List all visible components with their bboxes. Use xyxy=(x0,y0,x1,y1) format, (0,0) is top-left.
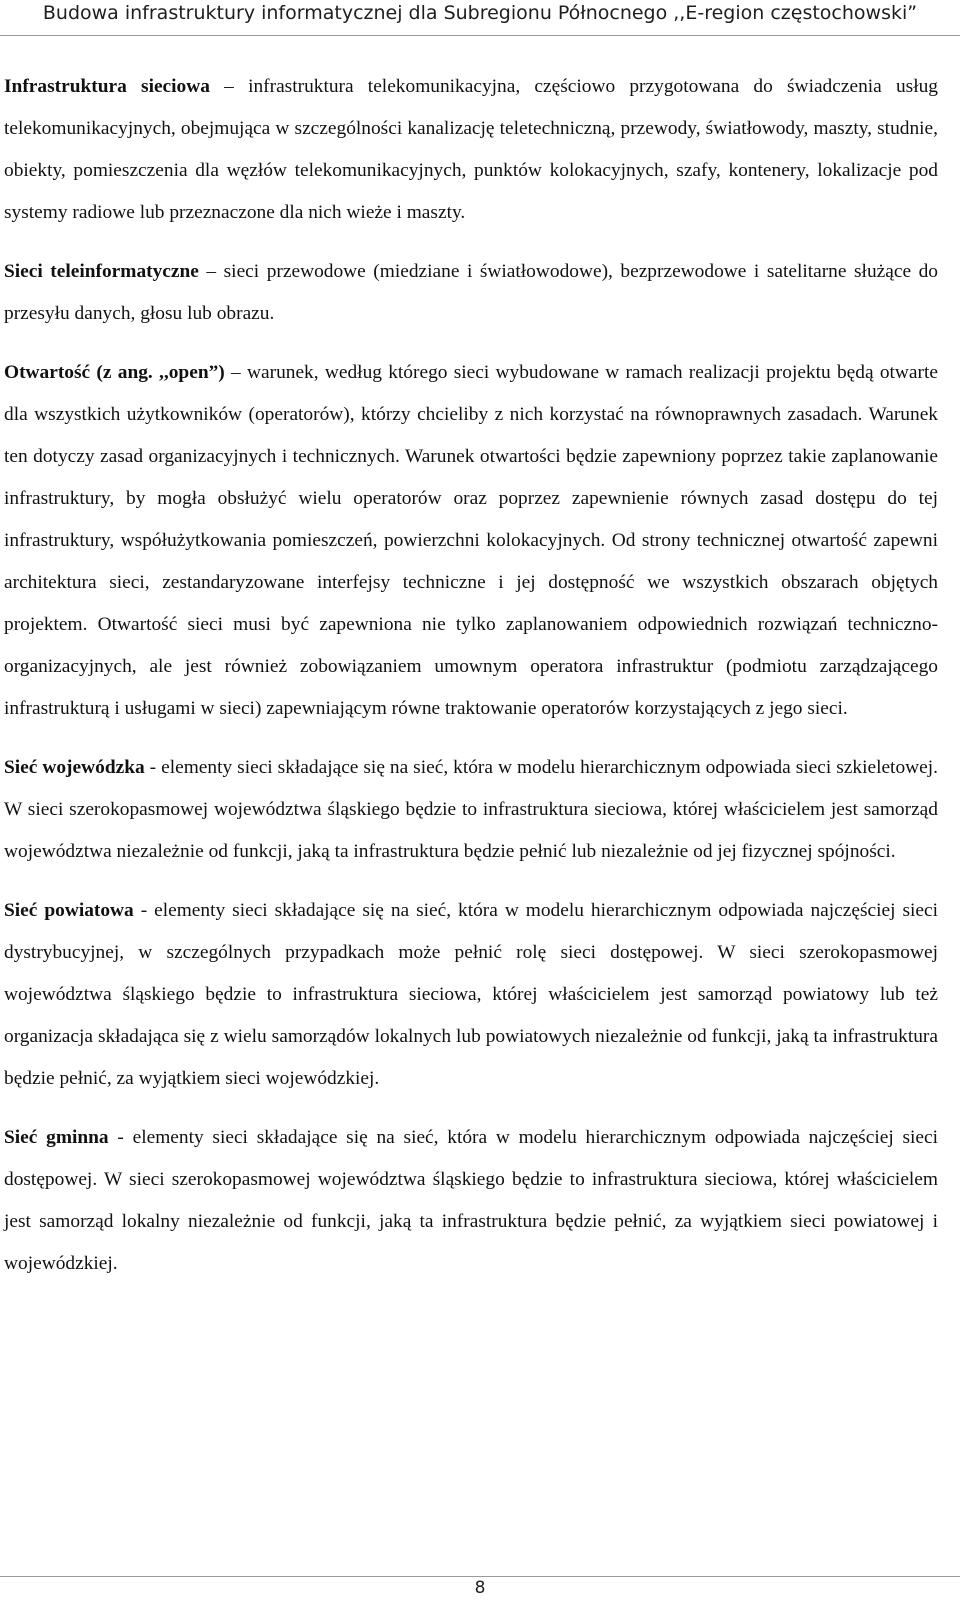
definition-term: Otwartość (z ang. ,,open”) xyxy=(4,362,225,383)
definition-term: Sieć wojewódzka xyxy=(4,757,145,778)
definition-siec-gminna xyxy=(4,1117,938,1285)
definition-text: - elementy sieci składające się na sieć, która w modelu hierarchicznym odpowiada najczęściej sieci dystrybucyjnej, w szczególnych przypadkach może pełnić rolę sieci dostępowej. W sieci szerokopasmowej województwa śląskiego będzie to infrastruktura sieciowa, której właścicielem jest samorząd powiatowy lub też organizacja składająca się z wielu samorządów lokalnych lub powiatowych niezależnie od funkcji, jaką ta infrastruktura będzie pełnić, za wyjątkiem sieci wojewódzkiej. xyxy=(4,900,938,1089)
definition-siec-wojewodzka xyxy=(4,747,938,873)
document-body xyxy=(4,66,938,1302)
definition-infrastruktura-sieciowa xyxy=(4,66,938,234)
footer-divider xyxy=(0,1576,960,1577)
definition-term: Sieci teleinformatyczne xyxy=(4,261,199,282)
definition-otwartosc xyxy=(4,352,938,730)
page-footer xyxy=(0,1576,960,1605)
definition-text: - elementy sieci składające się na sieć, która w modelu hierarchicznym odpowiada najczęściej sieci dostępowej. W sieci szerokopasmowej województwa śląskiego będzie to infrastruktura sieciowa, której właścicielem jest samorząd lokalny niezależnie od funkcji, jaką ta infrastruktura będzie pełnić, za wyjątkiem sieci powiatowej i wojewódzkiej. xyxy=(4,1127,938,1274)
definition-sieci-teleinformatyczne xyxy=(4,251,938,335)
page-header xyxy=(0,0,960,36)
definition-text: – warunek, według którego sieci wybudowane w ramach realizacji projektu będą otwarte dla wszystkich użytkowników (operatorów), którzy chcieliby z nich korzystać na równoprawnych zasadach. Warunek ten dotyczy zasad organizacyjnych i technicznych. Warunek otwartości będzie zapewniony poprzez takie zaplanowanie infrastruktury, by mogła obsłużyć wielu operatorów oraz poprzez zapewnienie równych zasad dostępu do tej infrastruktury, współużytkowania pomieszczeń, powierzchni kolokacyjnych. Od strony technicznej otwartość zapewni architektura sieci, zestandaryzowane interfejsy techniczne i jej dostępność we wszystkich obszarach objętych projektem. Otwartość sieci musi być zapewniona nie tylko zaplanowaniem odpowiednich rozwiązań techniczno-organizacyjnych, ale jest również zobowiązaniem umownym operatora infrastruktur (podmiotu zarządzającego infrastrukturą i usługami w sieci) zapewniającym równe traktowanie operatorów korzystających z jego sieci. xyxy=(4,362,938,719)
definition-text: – infrastruktura telekomunikacyjna, częściowo przygotowana do świadczenia usług telekomunikacyjnych, obejmująca w szczególności kanalizację teletechniczną, przewody, światłowody, maszty, studnie, obiekty, pomieszczenia dla węzłów telekomunikacyjnych, punktów kolokacyjnych, szafy, kontenery, lokalizacje pod systemy radiowe lub przeznaczone dla nich wieże i maszty. xyxy=(4,76,938,223)
header-divider xyxy=(0,35,960,36)
definition-siec-powiatowa xyxy=(4,890,938,1100)
definition-term: Infrastruktura sieciowa xyxy=(4,76,210,97)
page-number: 8 xyxy=(474,1578,486,1598)
definition-text: – sieci przewodowe (miedziane i światłowodowe), bezprzewodowe i satelitarne służące do przesyłu danych, głosu lub obrazu. xyxy=(4,261,938,324)
definition-text: - elementy sieci składające się na sieć, która w modelu hierarchicznym odpowiada sieci szkieletowej. W sieci szerokopasmowej województwa śląskiego będzie to infrastruktura sieciowa, której właścicielem jest samorząd województwa niezależnie od funkcji, jaką ta infrastruktura będzie pełnić lub niezależnie od jej fizycznej spójności. xyxy=(4,757,938,862)
header-title: Budowa infrastruktury informatycznej dla Subregionu Północnego ,,E-region częstochowski” xyxy=(42,2,918,24)
definition-term: Sieć powiatowa xyxy=(4,900,134,921)
definition-term: Sieć gminna xyxy=(4,1127,109,1148)
